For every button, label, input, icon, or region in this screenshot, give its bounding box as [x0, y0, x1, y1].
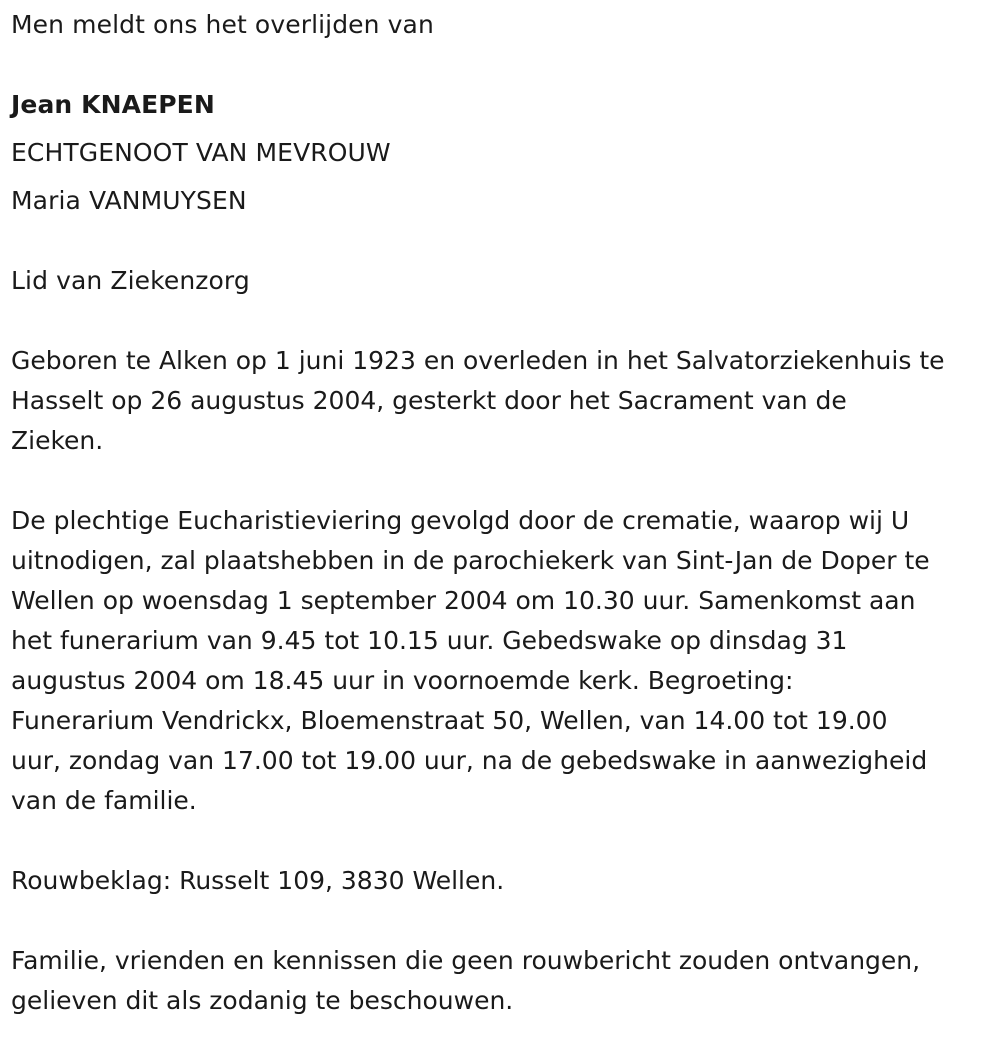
birth-death-paragraph: [11, 341, 996, 461]
condolence-paragraph: [11, 861, 996, 901]
paragraph-line: uitnodigen, zal plaatshebben in de parochiekerk van Sint-Jan de Doper te: [11, 546, 930, 575]
paragraph-line: Hasselt op 26 augustus 2004, gesterkt door het Sacrament van de: [11, 386, 847, 415]
paragraph-line: augustus 2004 om 18.45 uur in voornoemde kerk. Begroeting:: [11, 666, 794, 695]
spouse-label: ECHTGENOOT VAN MEVROUW: [11, 138, 391, 167]
condolence-address: Rouwbeklag: Russelt 109, 3830 Wellen.: [11, 866, 505, 895]
paragraph-line: gelieven dit als zodanig te beschouwen.: [11, 986, 514, 1015]
paragraph-line: uur, zondag van 17.00 tot 19.00 uur, na de gebedswake in aanwezigheid: [11, 746, 928, 775]
closing-paragraph: [11, 941, 996, 1021]
paragraph-line: van de familie.: [11, 786, 197, 815]
intro-text: Men meldt ons het overlijden van: [11, 10, 434, 39]
ceremony-paragraph: [11, 501, 996, 821]
deceased-name: Jean KNAEPEN: [11, 90, 215, 119]
paragraph-line: Zieken.: [11, 426, 104, 455]
paragraph-line: Wellen op woensdag 1 september 2004 om 10.30 uur. Samenkomst aan: [11, 586, 916, 615]
paragraph-line: Geboren te Alken op 1 juni 1923 en overleden in het Salvatorziekenhuis te: [11, 346, 945, 375]
paragraph-line: De plechtige Eucharistieviering gevolgd door de crematie, waarop wij U: [11, 506, 910, 535]
paragraph-line: Funerarium Vendrickx, Bloemenstraat 50, Wellen, van 14.00 tot 19.00: [11, 706, 888, 735]
paragraph-line: Familie, vrienden en kennissen die geen rouwbericht zouden ontvangen,: [11, 946, 921, 975]
paragraph-line: het funerarium van 9.45 tot 10.15 uur. Gebedswake op dinsdag 31: [11, 626, 848, 655]
membership-text: Lid van Ziekenzorg: [11, 266, 250, 295]
spouse-name: Maria VANMUYSEN: [11, 186, 247, 215]
